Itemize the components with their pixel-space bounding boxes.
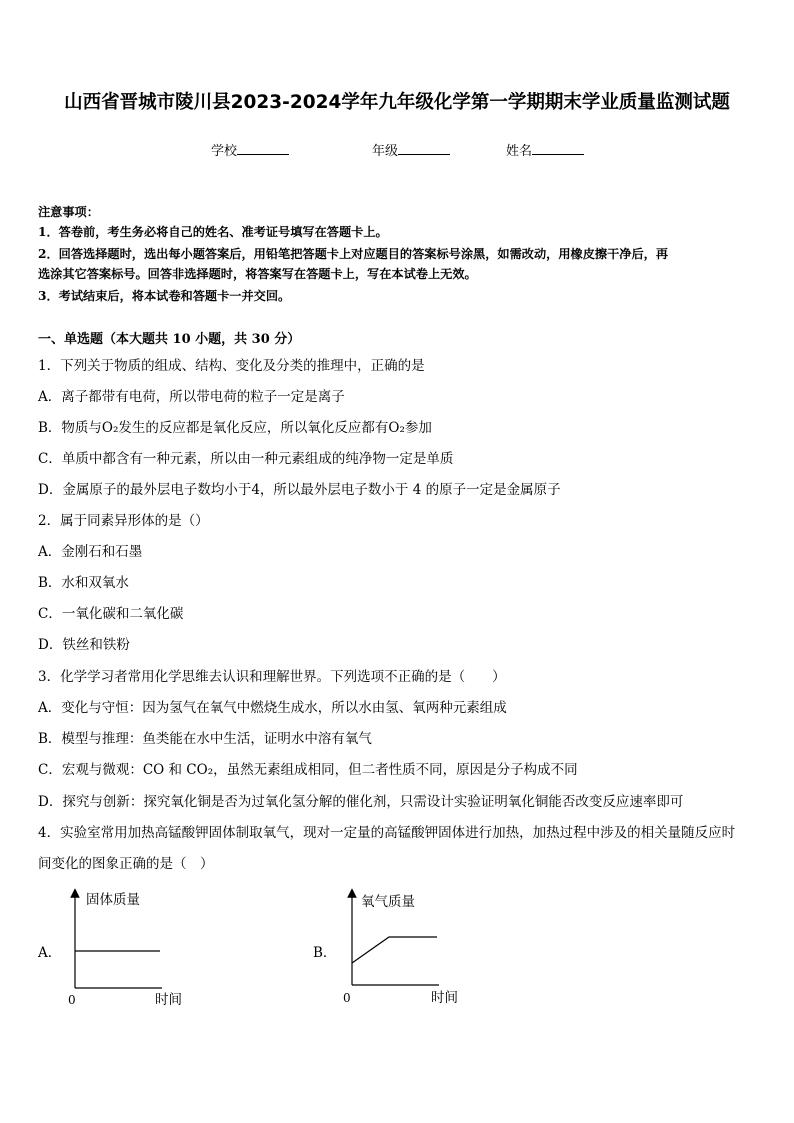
grade-label: 年级 <box>372 144 399 159</box>
question-2-option-c: C．一氧化碳和二氧化碳 <box>38 606 184 622</box>
question-3-option-d: D．探究与创新：探究氧化铜是否为过氧化氢分解的催化剂，只需设计实验证明氧化铜能否改变反应速率即可 <box>38 794 684 810</box>
question-4-stem-line-2: 间变化的图象正确的是（ ） <box>38 856 214 872</box>
question-2-option-d: D．铁丝和铁粉 <box>38 637 130 653</box>
school-label: 学校 <box>211 144 238 159</box>
notice-heading: 注意事项： <box>38 205 99 219</box>
school-blank <box>237 142 289 155</box>
question-3-stem: 3．化学学习者常用化学思维去认识和理解世界。下列选项不正确的是（ ） <box>38 669 506 685</box>
graph-b-y-label: 氧气质量 <box>361 894 415 910</box>
question-2-option-a: A．金刚石和石墨 <box>38 544 143 560</box>
graph-b-curve <box>352 937 437 963</box>
name-field <box>506 140 584 159</box>
question-1-option-c: C．单质中都含有一种元素，所以由一种元素组成的纯净物一定是单质 <box>38 451 454 467</box>
question-2-option-b: B．水和双氧水 <box>38 575 129 591</box>
question-1-option-a: A．离子都带有电荷，所以带电荷的粒子一定是离子 <box>38 389 345 405</box>
grade-blank <box>398 142 450 155</box>
notice-item-1: 1．答卷前，考生务必将自己的姓名、准考证号填写在答题卡上。 <box>38 225 388 239</box>
name-label: 姓名 <box>506 144 533 159</box>
question-1-option-b: B．物质与O₂发生的反应都是氧化反应，所以氧化反应都有O₂参加 <box>38 420 432 436</box>
graph-b <box>337 885 477 1010</box>
notice-item-3: 3．考试结束后，将本试卷和答题卡一并交回。 <box>38 289 291 303</box>
question-2-stem: 2．属于同素异形体的是（） <box>38 513 209 529</box>
notice-item-2: 2．回答选择题时，选出每小题答案后，用铅笔把答题卡上对应题目的答案标号涂黑，如需改动，用橡皮擦干净后，再 <box>38 247 669 261</box>
exam-title: 山西省晋城市陵川县2023-2024学年九年级化学第一学期期末学业质量监测试题 <box>64 92 730 113</box>
graph-a <box>60 885 200 1010</box>
graph-b-x-label: 时间 <box>431 990 458 1006</box>
graph-a-y-label: 固体质量 <box>86 892 140 908</box>
question-3-option-a: A．变化与守恒：因为氢气在氧气中燃烧生成水，所以水由氢、氧两种元素组成 <box>38 700 507 716</box>
graph-a-x-label: 时间 <box>155 992 182 1008</box>
section-heading: 一、单选题（本大题共 10 小题，共 30 分） <box>38 332 301 347</box>
school-field <box>211 140 289 159</box>
graph-b-option-label: B． <box>313 945 337 961</box>
graph-a-option-label: A． <box>38 945 62 961</box>
question-1-stem: 1．下列关于物质的组成、结构、变化及分类的推理中，正确的是 <box>38 358 425 374</box>
notice-item-2-cont: 选涂其它答案标号。回答非选择题时，将答案写在答题卡上，写在本试卷上无效。 <box>38 267 477 281</box>
graph-b-origin: 0 <box>343 991 351 1005</box>
grade-field <box>372 140 450 159</box>
question-3-option-c: C．宏观与微观：CO 和 CO₂，虽然无素组成相同，但二者性质不同，原因是分子构成不同 <box>38 762 578 778</box>
question-1-option-d: D．金属原子的最外层电子数均小于4，所以最外层电子数小于 4 的原子一定是金属原子 <box>38 482 561 498</box>
question-4-stem-line-1: 4．实验室常用加热高锰酸钾固体制取氧气，现对一定量的高锰酸钾固体进行加热，加热过程中涉及的相关量随反应时 <box>38 825 736 841</box>
name-blank <box>532 142 584 155</box>
graph-a-origin: 0 <box>68 993 76 1007</box>
question-3-option-b: B．模型与推理：鱼类能在水中生活，证明水中溶有氧气 <box>38 731 372 747</box>
